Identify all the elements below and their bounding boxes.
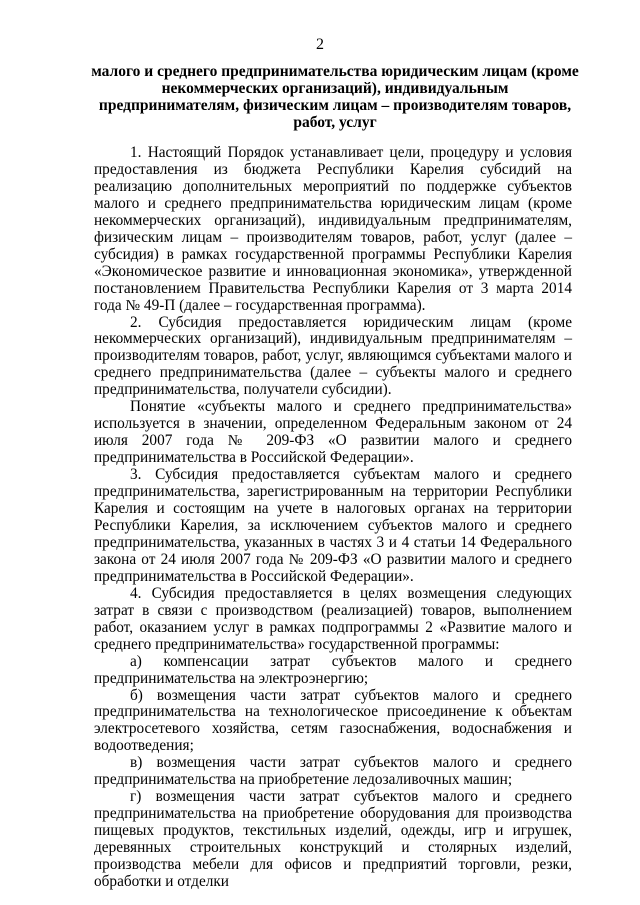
list-item-b: б) возмещения части затрат субъектов малого и среднего предпринимательства на технологическое присоединение к объектам электросетевого хозяйства, сетям газоснабжения, водоснабжения и водоотведения; <box>94 686 572 755</box>
paragraph-1: 1. Настоящий Порядок устанавливает цели, процедуру и условия предоставления из бюджета Республики Карелия субсидий на реализацию дополнительных мероприятий по поддержке субъектов малого и среднего предпринимательства юридическим лицам (кроме некоммерческих организаций), индивидуальным предпринимателям, физическим лицам – производителям товаров, работ, услуг (далее – субсидия) в рамках государственной программы Республики Карелия «Экономическое развитие и инновационная экономика», утвержденной постановлением Правительства Республики Карелия от 3 марта 2014 года № 49-П (далее – государственная программа). <box>94 144 572 314</box>
list-item-a: а) компенсации затрат субъектов малого и среднего предпринимательства на электроэнергию; <box>94 652 572 687</box>
paragraph-4: 4. Субсидия предоставляется в целях возмещения следующих затрат в связи с производством (реализацией) товаров, выполнением работ, оказанием услуг в рамках подпрограммы 2 «Развитие малого и среднего предпринимательства» государственной программы: <box>94 584 572 653</box>
page-number: 2 <box>316 36 324 53</box>
paragraph-2: 2. Субсидия предоставляется юридическим лицам (кроме некоммерческих организаций), индивидуальным предпринимателям – производителям товаров, работ, услуг, являющимся субъектами малого и среднего предпринимательства (далее – субъекты малого и среднего предпринимательства, получатели субсидии). <box>94 313 572 399</box>
list-item-v: в) возмещения части затрат субъектов малого и среднего предпринимательства на приобретение ледозаливочных машин; <box>94 754 572 789</box>
paragraph-3: 3. Субсидия предоставляется субъектам малого и среднего предпринимательства, зарегистрированным на территории Республики Карелия и состоящим на учете в налоговых органах на территории Республики Карелия, за исключением субъектов малого и среднего предпринимательства, указанных в частях 3 и 4 статьи 14 Федерального закона от 24 июля 2007 года № 209-ФЗ «О развитии малого и среднего предпринимательства в Российской Федерации». <box>94 466 572 585</box>
document-body <box>94 145 572 891</box>
list-item-g: г) возмещения части затрат субъектов малого и среднего предпринимательства на приобретение оборудования для производства пищевых продуктов, текстильных изделий, одежды, игр и игрушек, деревянных строительных конструкций и столярных изделий, производства мебели для офисов и предприятий торговли, резки, обработки и отделки <box>94 788 572 890</box>
paragraph-2-note: Понятие «субъекты малого и среднего предпринимательства» используется в значении, определенном Федеральным законом от 24 июля 2007 года № 209-ФЗ «О развитии малого и среднего предпринимательства в Российской Федерации». <box>94 398 572 467</box>
section-heading: малого и среднего предпринимательства юридическим лицам (кроме некоммерческих организаций), индивидуальным предпринимателям, физическим лицам – производителям товаров, работ, услуг <box>91 63 579 131</box>
